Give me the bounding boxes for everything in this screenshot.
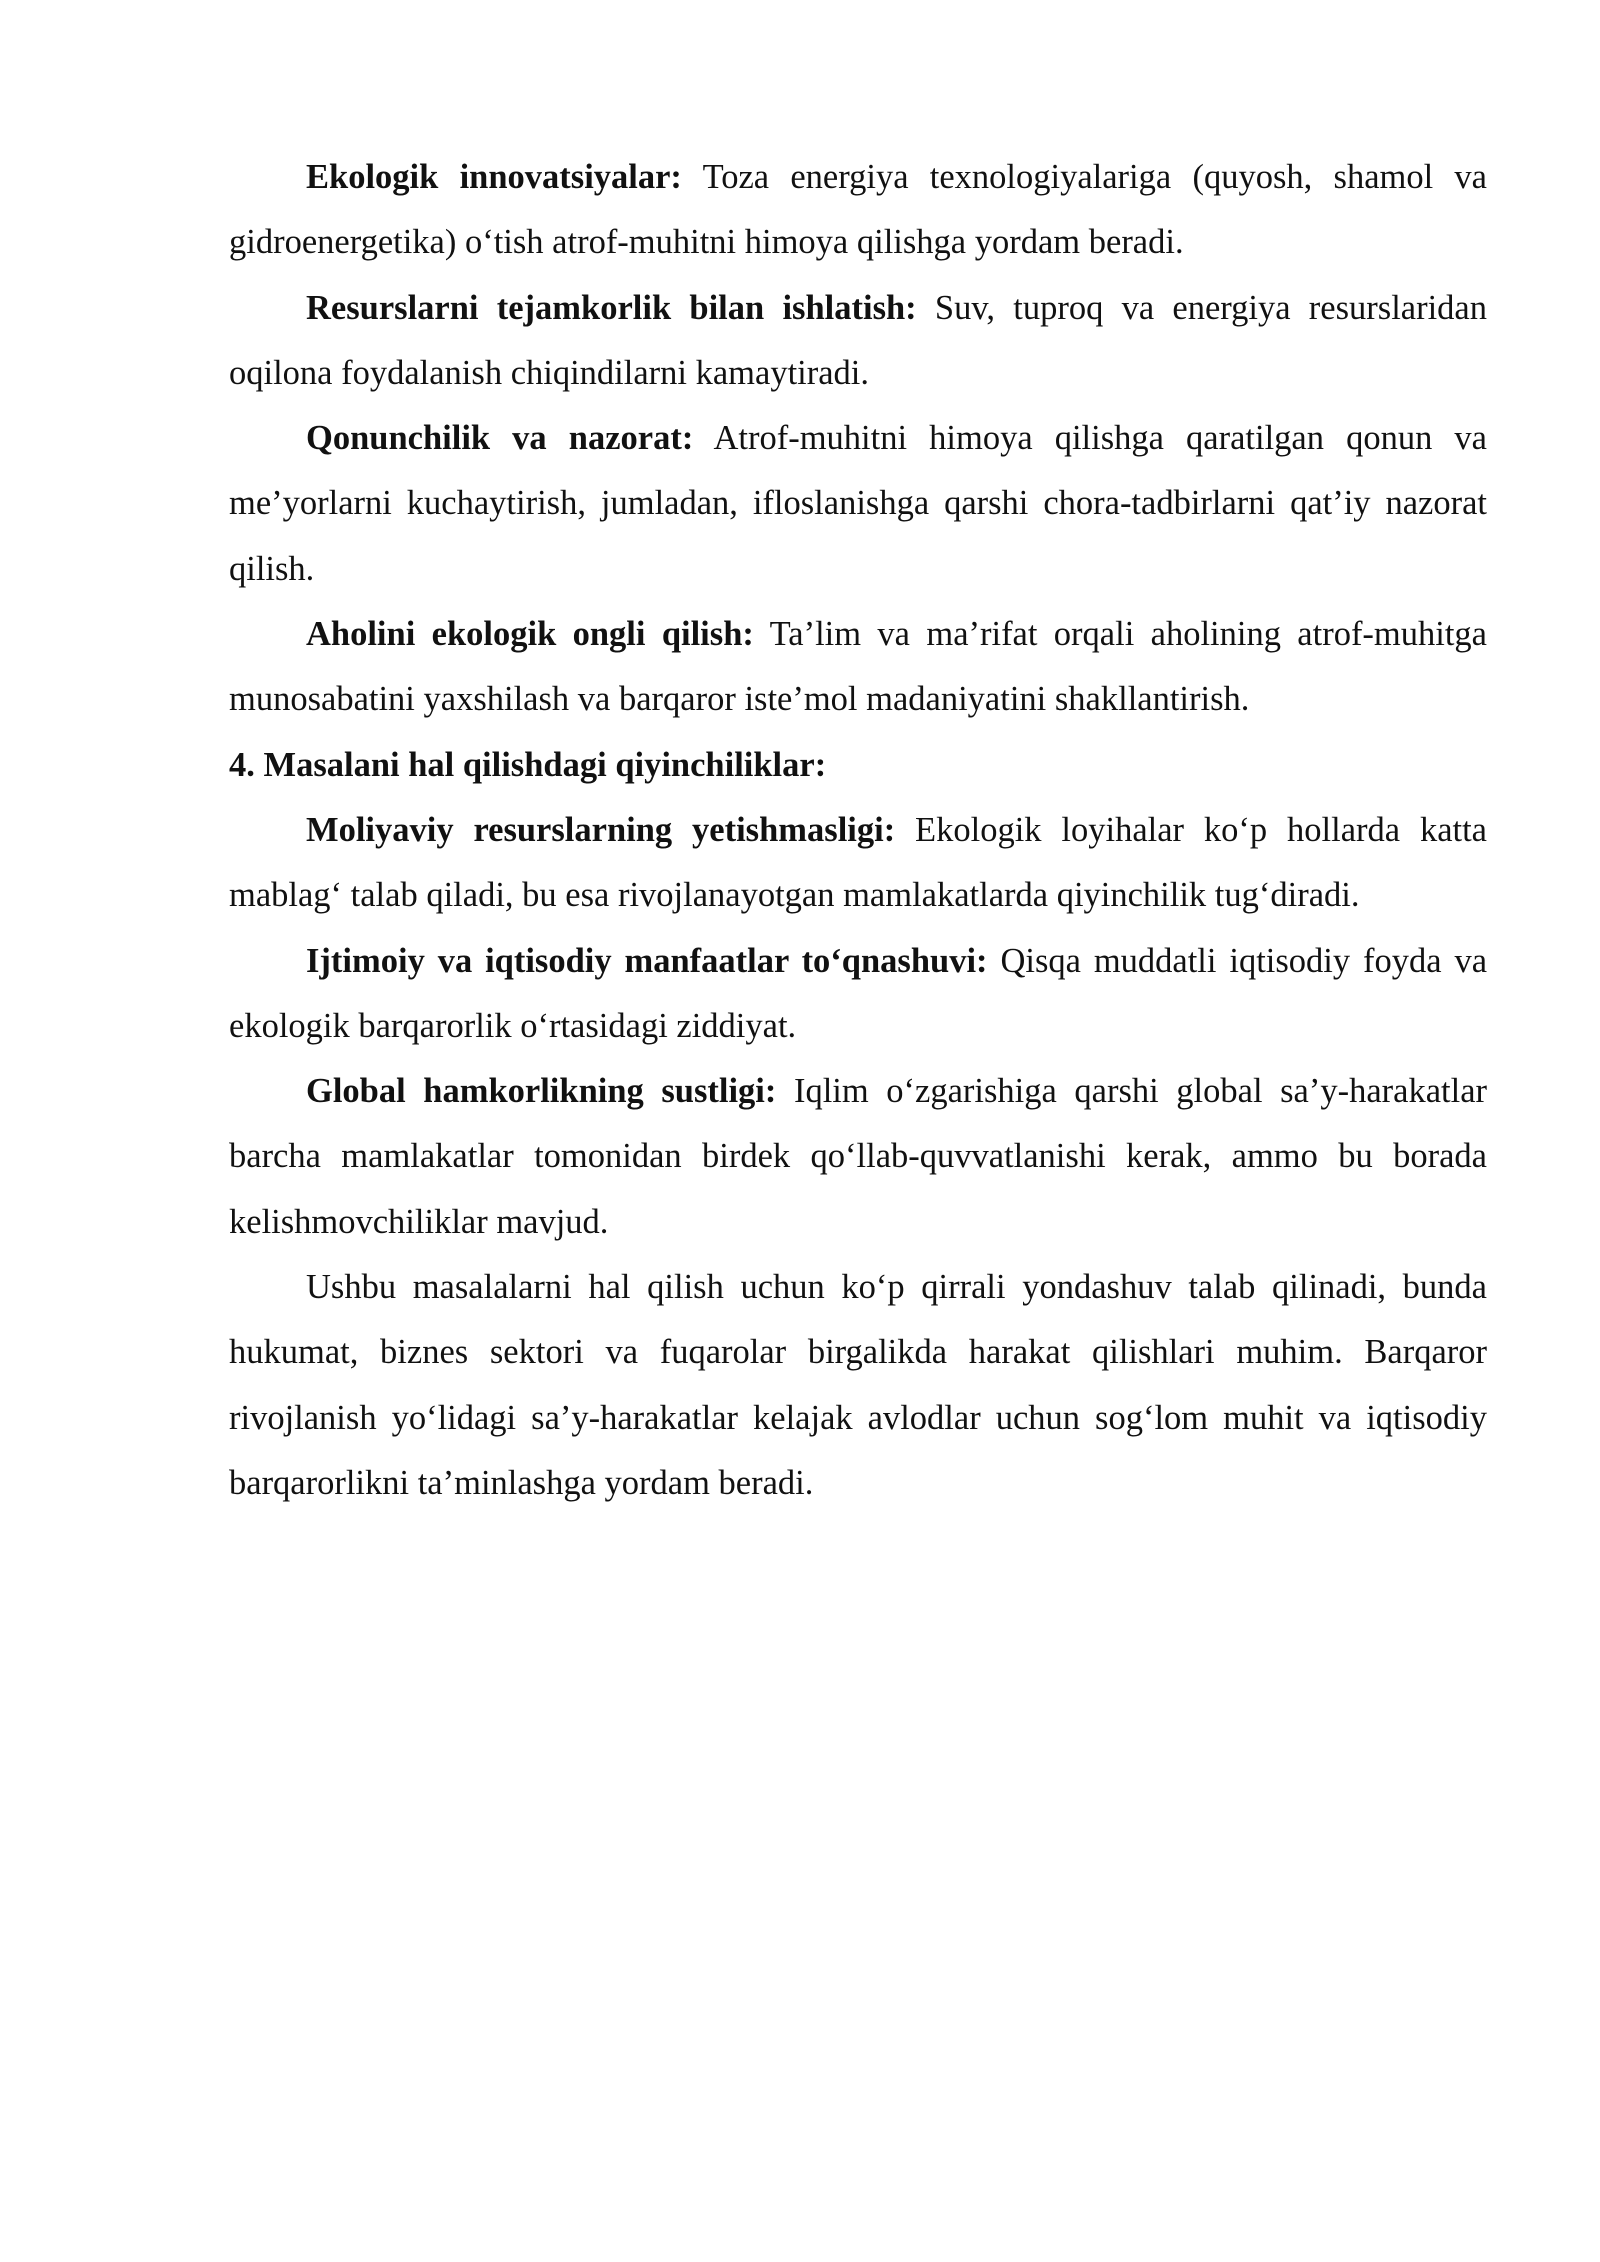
paragraph-ecological-innovations: [229, 145, 1487, 276]
paragraph-term: Global hamkorlikning sustligi:: [306, 1072, 777, 1111]
paragraph-interest-conflict: [229, 929, 1487, 1060]
paragraph-global-cooperation: [229, 1059, 1487, 1255]
paragraph-term: Aholini ekologik ongli qilish:: [306, 615, 754, 654]
paragraph-term: Qonunchilik va nazorat:: [306, 419, 694, 458]
paragraph-resource-efficiency: [229, 276, 1487, 407]
paragraph-text: Ta’lim va ma’rifat orqali aholining atrof-muhitga munosabatini yaxshilash va barqaror iste’mol madaniyatini shakllantirish.: [229, 615, 1487, 719]
paragraph-conclusion: Ushbu masalalarni hal qilish uchun ko‘p qirrali yondashuv talab qilinadi, bunda hukumat, biznes sektori va fuqarolar birgalikda harakat qilishlari muhim. Barqaror rivojlanish yo‘lidagi sa’y-harakatlar kelajak avlodlar uchun sog‘lom muhit va iqtisodiy barqarorlikni ta’minlashga yordam beradi.: [229, 1268, 1487, 1502]
paragraph-text: Qisqa muddatli iqtisodiy foyda va ekologik barqarorlik o‘rtasidagi ziddiyat.: [229, 941, 1488, 1045]
paragraph-text: Atrof-muhitni himoya qilishga qaratilgan qonun va me’yorlarni kuchaytirish, jumladan, ifloslanishga qarshi chora-tadbirlarni qat’iy nazorat qilish.: [229, 419, 1487, 588]
section-heading: 4. Masalani hal qilishdagi qiyinchiliklar:: [229, 745, 827, 784]
paragraph-public-awareness: [229, 602, 1487, 733]
paragraph-term: Moliyaviy resurslarning yetishmasligi:: [306, 810, 896, 849]
paragraph-term: Resurslarni tejamkorlik bilan ishlatish:: [306, 288, 917, 327]
paragraph-text: Toza energiya texnologiyalariga (quyosh, shamol va gidroenergetika) o‘tish atrof-muhitni himoya qilishga yordam beradi.: [229, 158, 1487, 262]
paragraph-term: Ijtimoiy va iqtisodiy manfaatlar to‘qnashuvi:: [306, 941, 988, 980]
paragraph-text: Iqlim o‘zgarishiga qarshi global sa’y-harakatlar barcha mamlakatlar tomonidan birdek qo‘llab-quvvatlanishi kerak, ammo bu borada kelishmovchiliklar mavjud.: [229, 1072, 1487, 1241]
paragraph-term: Ekologik innovatsiyalar:: [306, 158, 682, 196]
paragraph-financial-resources: [229, 798, 1487, 929]
paragraph-text: Suv, tuproq va energiya resurslaridan oqilona foydalanish chiqindilarni kamaytiradi.: [229, 288, 1487, 392]
paragraph-legislation-control: [229, 406, 1487, 602]
document-page: [229, 145, 1487, 1516]
paragraph-text: Ekologik loyihalar ko‘p hollarda katta mablag‘ talab qiladi, bu esa rivojlanayotgan mamlakatlarda qiyinchilik tug‘diradi.: [229, 810, 1487, 915]
